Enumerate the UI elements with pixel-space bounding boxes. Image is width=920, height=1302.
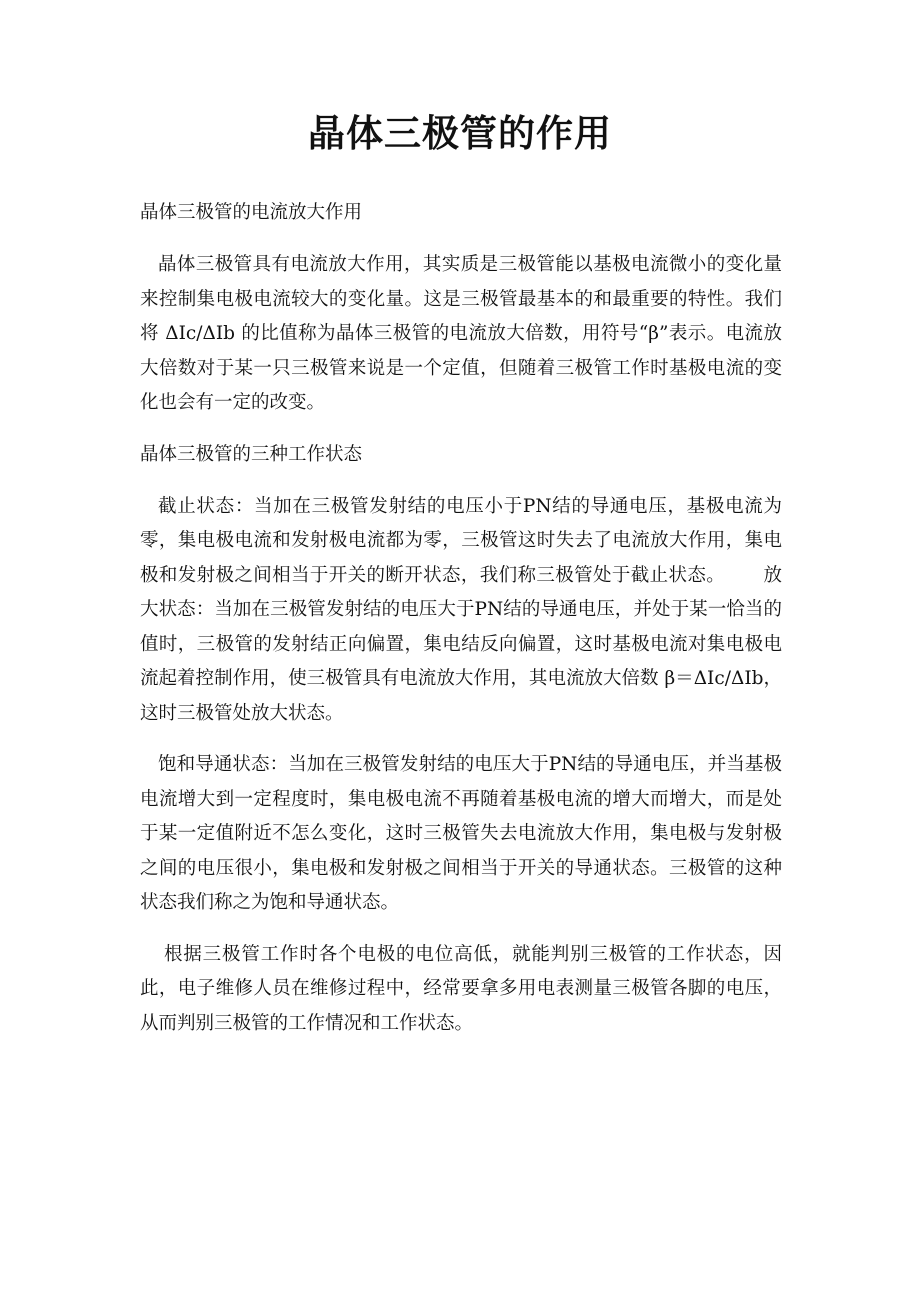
paragraph-conclusion: 根据三极管工作时各个电极的电位高低，就能判别三极管的工作状态，因此，电子维修人员在维修过程中，经常要拿多用电表测量三极管各脚的电压，从而判别三极管的工作情况和工作状态。 — [140, 943, 782, 1034]
document-title: 晶体三极管的作用 — [308, 111, 612, 155]
cutoff-state-text: 截止状态：当加在三极管发射结的电压小于PN结的导通电压，基极电流为零，集电极电流和发射极电流都为零，三极管这时失去了电流放大作用，集电极和发射极之间相当于开关的断开状态，我们称三极管处于截止状态。 — [140, 495, 782, 586]
amplify-state-text: 放大状态：当加在三极管发射结的电压大于PN结的导通电压，并处于某一恰当的值时，三极管的发射结正向偏置，集电结反向偏置，这时基极电流对集电极电流起着控制作用，使三极管具有电流放大作用，其电流放大倍数 β＝ΔIc/ΔIb，这时三极管处放大状态。 — [140, 564, 782, 724]
document-body — [140, 196, 782, 1058]
paragraph-current-amplification: 晶体三极管具有电流放大作用，其实质是三极管能以基极电流微小的变化量来控制集电极电流较大的变化量。这是三极管最基本的和最重要的特性。我们将 ΔIc/ΔIb 的比值称为晶体三极管的电流放大倍数，用符号“β”表示。电流放大倍数对于某一只三极管来说是一个定值，但随着三极管工作时基极电流的变化也会有一定的改变。 — [140, 254, 782, 413]
paragraph-cutoff-and-amplify — [140, 490, 782, 732]
section-heading-working-states: 晶体三极管的三种工作状态 — [140, 443, 363, 465]
section-heading-current-amplification: 晶体三极管的电流放大作用 — [140, 202, 363, 223]
paragraph-saturation-state: 饱和导通状态：当加在三极管发射结的电压大于PN结的导通电压，并当基极电流增大到一定程度时，集电极电流不再随着基极电流的增大而增大，而是处于某一定值附近不怎么变化，这时三极管失去电流放大作用，集电极与发射极之间的电压很小，集电极和发射极之间相当于开关的导通状态。三极管的这种状态我们称之为饱和导通状态。 — [140, 754, 782, 913]
